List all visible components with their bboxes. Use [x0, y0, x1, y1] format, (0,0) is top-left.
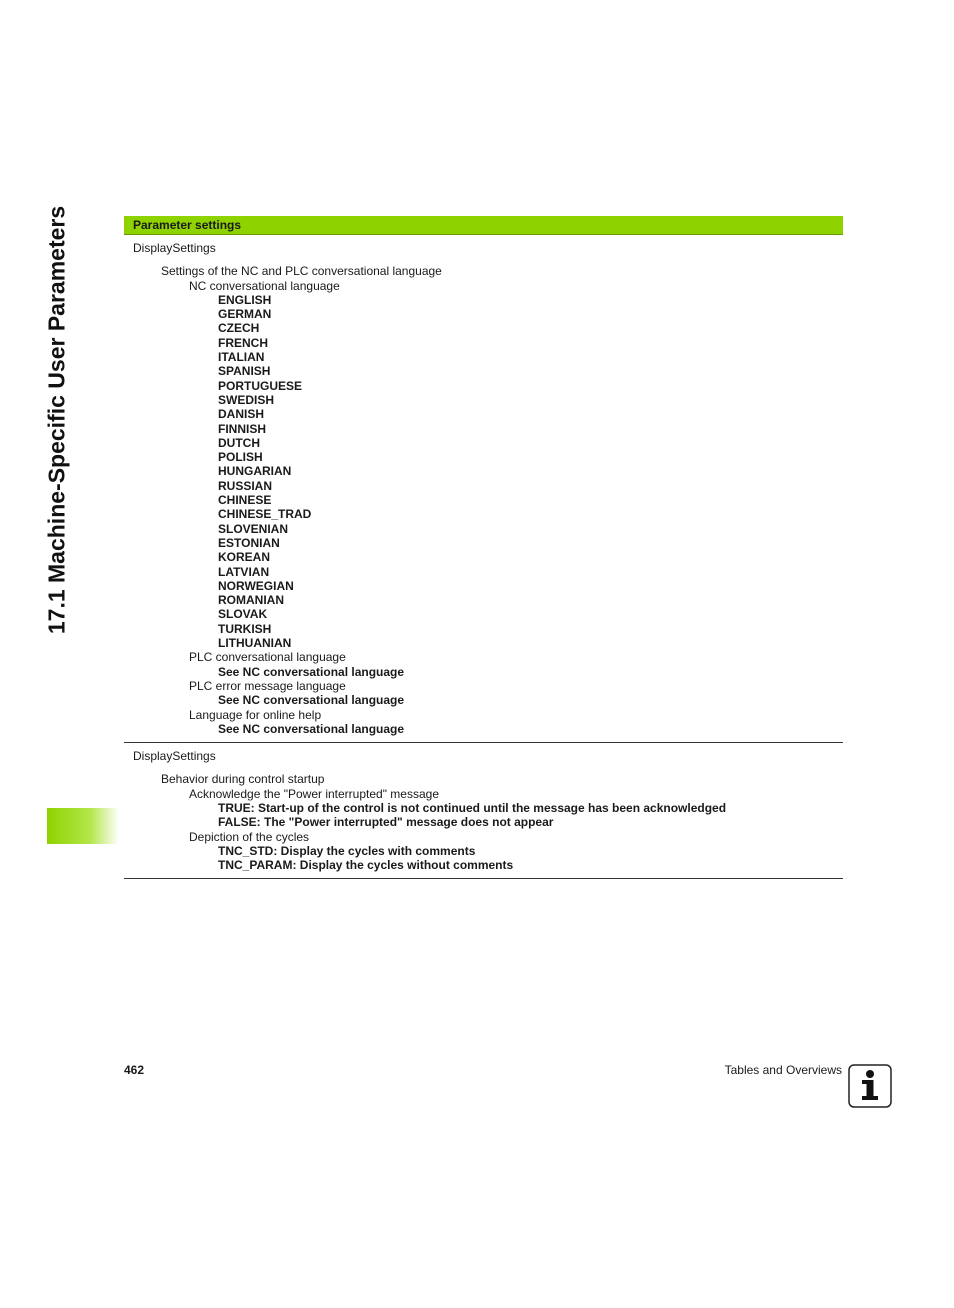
section-startup-behavior: [124, 743, 843, 879]
language-option: RUSSIAN: [218, 478, 273, 493]
param-value: See NC conversational language: [218, 721, 405, 736]
language-option: ITALIAN: [218, 350, 265, 365]
language-option: GERMAN: [218, 307, 272, 322]
param-label: Language for online help: [189, 707, 322, 722]
language-option: SLOVAK: [218, 607, 268, 622]
param-label: Depiction of the cycles: [189, 829, 310, 844]
language-option: PORTUGUESE: [218, 378, 303, 393]
language-option: ESTONIAN: [218, 535, 280, 550]
language-option: LATVIAN: [218, 564, 270, 579]
param-label: Acknowledge the "Power interrupted" message: [189, 786, 439, 801]
language-option: CHINESE: [218, 493, 272, 508]
language-option: CZECH: [218, 321, 260, 336]
language-option: ENGLISH: [218, 292, 272, 307]
language-option: NORWEGIAN: [218, 578, 294, 593]
param-label: PLC conversational language: [189, 650, 346, 665]
subgroup-label: Settings of the NC and PLC conversational language: [161, 264, 442, 279]
subgroup-label: Behavior during control startup: [161, 772, 325, 787]
language-option: SPANISH: [218, 364, 271, 379]
side-chapter-title: 17.1 Machine-Specific User Parameters: [43, 205, 70, 635]
table-header: Parameter settings: [124, 216, 843, 235]
param-value: See NC conversational language: [218, 693, 405, 708]
page-number: 462: [124, 1063, 145, 1077]
language-list: [124, 293, 843, 650]
language-option: DANISH: [218, 407, 265, 422]
info-icon: [848, 1064, 892, 1108]
param-value: TNC_PARAM: Display the cycles without comments: [218, 858, 514, 873]
param-label: PLC error message language: [189, 678, 346, 693]
group-label: DisplaySettings: [133, 749, 216, 764]
chapter-tab-marker: [47, 808, 119, 844]
language-option: HUNGARIAN: [218, 464, 292, 479]
language-option: POLISH: [218, 450, 263, 465]
param-value: FALSE: The "Power interrupted" message does not appear: [218, 815, 554, 830]
group-label: DisplaySettings: [133, 241, 216, 255]
language-option: SLOVENIAN: [218, 521, 289, 536]
param-value: See NC conversational language: [218, 664, 405, 679]
param-value: TNC_STD: Display the cycles with comments: [218, 843, 476, 858]
language-option: FRENCH: [218, 335, 268, 350]
language-option: LITHUANIAN: [218, 636, 292, 651]
footer-chapter-title: Tables and Overviews: [724, 1063, 842, 1077]
section-display-language: [124, 235, 843, 743]
language-option: KOREAN: [218, 550, 271, 565]
language-option: DUTCH: [218, 435, 260, 450]
parameter-table: [124, 216, 843, 879]
language-option: ROMANIAN: [218, 593, 284, 608]
language-option: SWEDISH: [218, 392, 275, 407]
language-option: CHINESE_TRAD: [218, 507, 312, 522]
param-label: NC conversational language: [189, 278, 340, 293]
language-option: TURKISH: [218, 621, 272, 636]
param-value: TRUE: Start-up of the control is not continued until the message has been acknowledged: [218, 800, 727, 815]
language-option: FINNISH: [218, 421, 266, 436]
